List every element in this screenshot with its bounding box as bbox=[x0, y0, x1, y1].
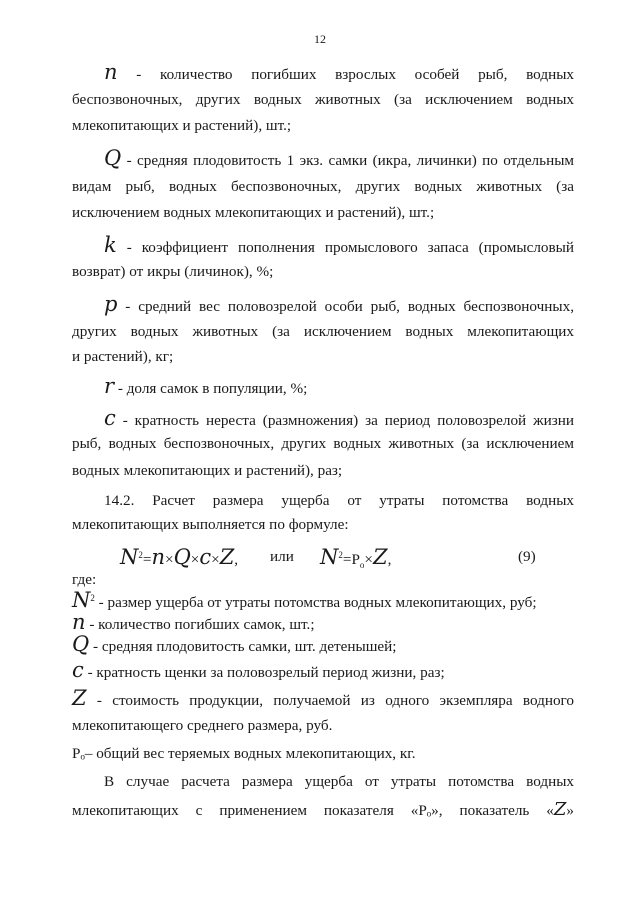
page-number: 12 bbox=[314, 32, 326, 46]
symbol-N2: N bbox=[72, 588, 91, 612]
formula-left-Q: Q bbox=[173, 545, 191, 569]
symbol-k: k bbox=[104, 233, 117, 257]
formula-9 bbox=[120, 545, 580, 573]
symbol-r: r bbox=[104, 374, 115, 398]
formula-times-1: × bbox=[164, 551, 174, 568]
def-p-line2: других водных животных (за исключением водных млекопитающих bbox=[72, 323, 574, 340]
formula-left-n: n bbox=[151, 545, 165, 569]
formula-comma-1: , bbox=[234, 551, 239, 568]
formula-right-Z: Z bbox=[372, 545, 388, 569]
def2-n bbox=[72, 612, 574, 635]
def-q-line3: исключением водных млекопитающих и растений), шт.; bbox=[72, 204, 435, 221]
section-14-2-line2: млекопитающих выполняется по формуле: bbox=[72, 516, 349, 533]
formula-left-Z: Z bbox=[219, 545, 235, 569]
def-r-line1 bbox=[104, 376, 574, 399]
symbol-p: p bbox=[104, 292, 118, 316]
formula-times-3: × bbox=[211, 551, 220, 568]
def2-N-text: - размер ущерба от утраты потомства водных млекопитающих, руб; bbox=[98, 594, 537, 611]
def2-Q bbox=[72, 634, 574, 657]
def-q-line1 bbox=[104, 148, 574, 171]
formula-right-exp: 2 bbox=[338, 549, 343, 560]
def-c-line2: рыб, водных беспозвоночных, других водных животных (за исключением bbox=[72, 435, 574, 452]
def2-Q-text: - средняя плодовитость самки, шт. детенышей; bbox=[93, 638, 397, 655]
formula-comma-2: , bbox=[387, 551, 392, 568]
def-p-text1: - средний вес половозрелой особи рыб, водных беспозвоночных, bbox=[125, 298, 574, 315]
closing-text-b: » bbox=[566, 802, 574, 819]
where-label: где: bbox=[72, 571, 97, 588]
symbol-c2: c bbox=[72, 658, 84, 682]
formula-or: или bbox=[270, 548, 294, 565]
closing-text-a: млекопитающих с применением показателя «Pₒ», показатель « bbox=[72, 802, 554, 819]
def-p-line3: и растений), кг; bbox=[72, 348, 174, 365]
section-14-2-line1: 14.2. Расчет размера ущерба от утраты потомства водных bbox=[104, 492, 574, 509]
symbol-Z2: Z bbox=[72, 686, 87, 710]
symbol-Q2: Q bbox=[72, 632, 90, 656]
closing-line2 bbox=[72, 800, 574, 821]
def-c-line3: водных млекопитающих и растений), раз; bbox=[72, 462, 343, 479]
def-r-text1: - доля самок в популяции, %; bbox=[117, 380, 308, 397]
def2-N bbox=[72, 590, 574, 613]
symbol-n: n bbox=[104, 60, 118, 84]
formula-left-eq: = bbox=[142, 551, 152, 568]
def2-Po: Pₒ– общий вес теряемых водных млекопитающих, кг. bbox=[72, 745, 416, 762]
symbol-n2: n bbox=[72, 610, 86, 634]
formula-times-2: × bbox=[190, 551, 200, 568]
def2-Z-line2: млекопитающего среднего размера, руб. bbox=[72, 717, 333, 734]
formula-left-N: N bbox=[120, 545, 139, 569]
def2-Z-text1: - стоимость продукции, получаемой из одного экземпляра водного bbox=[96, 692, 575, 709]
def-k-text1: - коэффициент пополнения промыслового запаса (промысловый bbox=[126, 239, 574, 256]
closing-symbol-Z: Z bbox=[553, 799, 567, 820]
def2-n-text: - количество погибших самок, шт.; bbox=[89, 616, 315, 633]
closing-line1: В случае расчета размера ущерба от утраты потомства водных bbox=[104, 773, 574, 790]
formula-right-P: P bbox=[351, 551, 360, 568]
formula-right-sub: о bbox=[359, 560, 365, 571]
formula-right-N: N bbox=[320, 545, 339, 569]
symbol-q: Q bbox=[104, 146, 122, 170]
symbol-c: c bbox=[104, 406, 116, 430]
def2-Z-line1 bbox=[72, 688, 574, 711]
def-n-line1 bbox=[104, 62, 574, 85]
def-q-line2: видам рыб, водных беспозвоночных, других водных животных (за bbox=[72, 178, 574, 195]
def2-c-text: - кратность щенки за половозрелый период жизни, раз; bbox=[87, 664, 445, 681]
def-n-line3: млекопитающих и растений), шт.; bbox=[72, 117, 292, 134]
def-p-line1 bbox=[104, 294, 574, 317]
formula-number: (9) bbox=[518, 548, 536, 565]
def-n-text1: - количество погибших взрослых особей рыб, водных bbox=[136, 66, 574, 83]
def2-c bbox=[72, 660, 574, 683]
def-n-line2: беспозвоночных, других водных животных (за исключением водных bbox=[72, 91, 574, 108]
formula-right-eq: = bbox=[342, 551, 352, 568]
formula-left-c: c bbox=[199, 545, 212, 569]
formula-times-4: × bbox=[364, 551, 373, 568]
formula-left-exp: 2 bbox=[138, 549, 143, 560]
def-k-line2: возврат) от икры (личинок), %; bbox=[72, 263, 274, 280]
def-q-text1: - средняя плодовитость 1 экз. самки (икра, личинки) по отдельным bbox=[126, 152, 575, 169]
def-k-line1 bbox=[104, 235, 574, 258]
symbol-N2-exp: 2 bbox=[90, 592, 95, 603]
def-c-text1: - кратность нереста (размножения) за период половозрелой жизни bbox=[122, 412, 574, 429]
def-c-line1 bbox=[104, 408, 574, 431]
